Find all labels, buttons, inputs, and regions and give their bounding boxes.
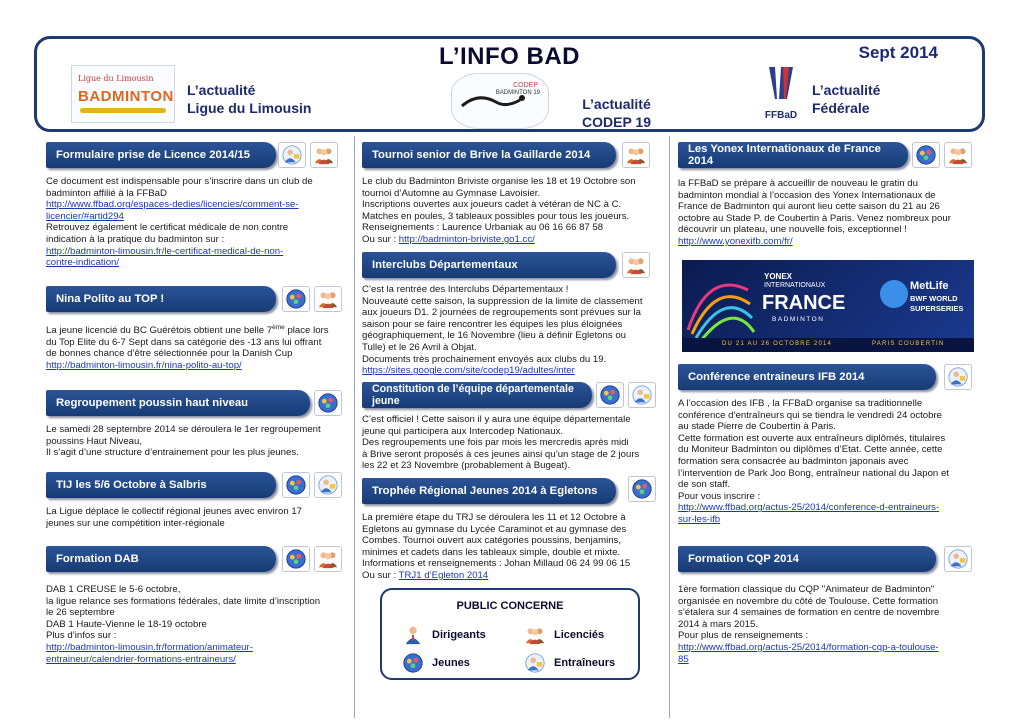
section-body-yonex xyxy=(678,178,978,248)
text-line: La première étape du TRJ se déroulera les 11 et 12 Octobre à xyxy=(362,512,626,523)
section-bar-yonex xyxy=(678,142,908,168)
group-people-icon xyxy=(314,546,342,572)
kids-globe-icon xyxy=(628,476,656,502)
text-line: Informations et renseignements : Johan Millaud 06 24 99 06 15 xyxy=(362,558,631,570)
coach-globe-icon xyxy=(944,546,972,572)
section-body-poussin xyxy=(46,424,350,459)
legend-licencies xyxy=(524,624,604,646)
legend-label-licencies: Licenciés xyxy=(554,629,605,641)
kids-globe-icon xyxy=(596,382,624,408)
section-title-cqp: Formation CQP 2014 xyxy=(688,553,799,565)
ligue-caption xyxy=(187,81,311,117)
text-line: 1ère formation classique du CQP "Animateur de Badminton" xyxy=(678,584,935,595)
group-people-icon xyxy=(622,252,650,278)
section-title-yonex: Les Yonex Internationaux de France 2014 xyxy=(688,143,881,167)
banner-france: FRANCE xyxy=(762,292,846,314)
text-line: Ou sur : http://badminton-briviste.go1.cc/ xyxy=(362,233,535,245)
public-concerne-box xyxy=(380,588,640,680)
ligue-logo-swoosh xyxy=(80,108,166,113)
section-bar-dab xyxy=(46,546,276,572)
businessman-icon xyxy=(402,624,424,646)
text-line: de son staff. xyxy=(678,479,731,491)
dab-link-cont[interactable]: entraineur/calendrier-formations-entraineurs/ xyxy=(46,653,236,665)
banner-badminton: BADMINTON xyxy=(772,316,825,323)
text-line: DAB 1 CREUSE le 5-6 octobre, xyxy=(46,584,181,595)
text-line: Combes. Tournoi ouvert aux catégories poussins, benjamins, xyxy=(362,535,621,547)
federal-caption-line1: L’actualité xyxy=(812,82,881,98)
banner-bwf: BWF WORLD xyxy=(910,294,958,303)
codep-caption-line2: CODEP 19 xyxy=(582,114,651,130)
column-divider-right xyxy=(669,136,670,718)
text-line: saison pour se faire rencontrer les équipes les plus éloignées xyxy=(362,318,623,330)
text-line: l’intervention de Park Joo Bong, entraîneur national du Japon et xyxy=(678,467,949,479)
text-line: à Brive seront proposés à ces jeunes ainsi qu’un stage de 2 jours xyxy=(362,448,640,460)
text-line: C’est officiel ! Cette saison il y aura une équipe départementale xyxy=(362,414,631,425)
banner-superseries: SUPERSERIES xyxy=(910,304,964,313)
section-title-tij: TIJ les 5/6 Octobre à Salbris xyxy=(56,479,207,491)
text-line: du Top Elite du 6-7 Sept dans sa catégorie des -13 ans lui offrant xyxy=(46,336,322,348)
federal-caption xyxy=(812,81,880,117)
section-title-brive: Tournoi senior de Brive la Gaillarde 2014 xyxy=(372,149,591,161)
codep19-logo xyxy=(451,73,549,129)
ffbad-logo-text: FFBaD xyxy=(764,110,798,121)
public-title: PUBLIC CONCERNE xyxy=(456,600,564,612)
legend-entraineurs xyxy=(524,652,615,674)
text-line: géographiquement, le 16 Novembre (lieu à définir Egletons ou xyxy=(362,330,626,342)
text-line: Retrouvez également le certificat médicale de non contre xyxy=(46,222,289,234)
banner-intl: INTERNATIONAUX xyxy=(764,282,826,289)
text-line: A l’occasion des IFB , la FFBaD organise sa traditionnelle xyxy=(678,398,923,409)
cqp-link[interactable]: http://www.ffbad.org/actus-25/2014/formation-cqp-a-toulouse- xyxy=(678,641,939,653)
section-body-conference xyxy=(678,398,978,526)
text-line: La Ligue déplace le collectif régional jeunes avec environ 17 xyxy=(46,506,303,517)
section-bar-interclubs xyxy=(362,252,616,278)
section-body-tij xyxy=(46,506,350,529)
banner-place: PARIS COUBERTIN xyxy=(872,341,945,347)
section-body-interclubs xyxy=(362,284,666,377)
text-line: Inscriptions ouvertes aux joueurs cadet à vétéran de NC à C. xyxy=(362,199,622,211)
section-title-conference: Conférence entraineurs IFB 2014 xyxy=(688,371,865,383)
group-people-icon xyxy=(524,624,546,646)
text-line: Le club du Badminton Briviste organise les 18 et 19 Octobre son xyxy=(362,176,636,187)
text-line: Plus d’infos sur : xyxy=(46,630,117,642)
legend-dirigeants xyxy=(402,624,486,646)
section-bar-licence xyxy=(46,142,276,168)
coach-globe-icon xyxy=(944,364,972,390)
text-line: Il s’agit d’une structure d’entrainement pour les plus jeunes. xyxy=(46,447,299,459)
codep-caption xyxy=(582,95,651,131)
text-line: badminton affilié à la FFBaD xyxy=(46,187,167,199)
kids-globe-icon xyxy=(402,652,424,674)
kids-globe-icon xyxy=(282,472,310,498)
text-line: Pour vous inscrire : xyxy=(678,490,761,502)
licence-link-cont[interactable]: licencier/#artid294 xyxy=(46,210,124,222)
text-line: France de Badminton qui auront lieu cette saison du 21 au 26 xyxy=(678,201,940,213)
text-line: minimes et cadets dans les tableaux simple, double et mixte. xyxy=(362,546,621,558)
banner-dates: DU 21 AU 26 OCTOBRE 2014 xyxy=(722,341,833,347)
section-bar-brive xyxy=(362,142,616,168)
section-bar-trj xyxy=(362,478,616,504)
ligue-logo-word: BADMINTON xyxy=(78,88,174,105)
text-line: Nouveauté cette saison, la suppression de la limite de classement xyxy=(362,295,643,307)
text-line: indication à la pratique du badminton sur : xyxy=(46,233,225,245)
text-line: Tulle) et le 26 Avril à Objat. xyxy=(362,341,477,353)
ffbad-logo xyxy=(757,63,805,123)
newsletter-title: L’INFO BAD xyxy=(439,43,580,70)
group-people-icon xyxy=(622,142,650,168)
banner-metlife: MetLife xyxy=(910,280,949,292)
ligue-limousin-logo xyxy=(71,65,175,123)
coach-globe-icon xyxy=(628,382,656,408)
section-title-poussin: Regroupement poussin haut niveau xyxy=(56,397,249,409)
section-body-cqp xyxy=(678,584,978,665)
legend-label-jeunes: Jeunes xyxy=(432,657,470,669)
text-line: Cette formation est ouverte aux entraîneurs diplômés, titulaires xyxy=(678,432,946,444)
kids-globe-icon xyxy=(314,390,342,416)
text-line: du Moniteur Badminton ou diplômes d’Etat. Cette année, cette xyxy=(678,444,943,456)
coach-globe-icon xyxy=(524,652,546,674)
yonex-banner[interactable] xyxy=(682,260,974,352)
codep-logo-sub: BADMINTON 19 xyxy=(495,90,540,96)
cqp-link-cont[interactable]: 85 xyxy=(678,653,689,665)
text-line: octobre au Stade P. de Coubertin à Paris. Venez nombreux pour xyxy=(678,212,951,224)
text-line: La jeune licencié du BC Guérétois obtient une belle 7ème place lors xyxy=(46,324,329,337)
nina-link[interactable]: http://badminton-limousin.fr/nina-polito-au-top/ xyxy=(46,359,242,371)
text-line: s’étalera sur 4 semaines de formation en centre de novembre xyxy=(678,607,940,619)
kids-globe-icon xyxy=(282,286,310,312)
text-line: Ou sur : TRJ1 d’Egleton 2014 xyxy=(362,569,489,581)
section-title-licence: Formulaire prise de Licence 2014/15 xyxy=(56,149,251,161)
text-line: Documents très prochainement envoyés aux clubs du 19. xyxy=(362,353,607,365)
yonex-link[interactable]: http://www.yonexifb.com/fr/ xyxy=(678,235,793,247)
group-people-icon xyxy=(310,142,338,168)
text-line: Egletons au gymnase du Lycée Caraminot et au gymnase des xyxy=(362,523,627,535)
section-body-equipe xyxy=(362,414,666,472)
section-body-trj xyxy=(362,512,666,582)
coach-globe-icon xyxy=(314,472,342,498)
section-body-brive xyxy=(362,176,666,246)
certificat-link[interactable]: http://badminton-limousin.fr/le-certificat-medical-de-non- xyxy=(46,245,284,257)
section-title-equipe: Constitution de l’équipe départementale jeune xyxy=(372,383,574,407)
text-line: jeune qui participera aux Intercodep Nationaux. xyxy=(362,425,564,437)
conference-link[interactable]: http://www.ffbad.org/actus-25/2014/conference-d-entraineurs- xyxy=(678,502,940,514)
section-title-interclubs: Interclubs Départementaux xyxy=(372,259,518,271)
text-line: Renseignements : Laurence Urbaniak au 06 16 66 87 58 xyxy=(362,222,604,234)
section-title-trj: Trophée Régional Jeunes 2014 à Egletons xyxy=(372,485,598,497)
legend-jeunes xyxy=(402,652,470,674)
section-bar-tij xyxy=(46,472,276,498)
section-body-licence xyxy=(46,176,346,269)
text-line: Ce document est indispensable pour s’inscrire dans un club de xyxy=(46,176,313,187)
text-line: aux joueurs D1. 2 journées de regroupements sont prévues sur la xyxy=(362,307,641,319)
section-bar-poussin xyxy=(46,390,310,416)
conference-link-cont[interactable]: sur-les-ifb xyxy=(678,513,721,525)
section-bar-cqp xyxy=(678,546,936,572)
text-line: 2014 à mars 2015. xyxy=(678,618,759,630)
text-line: les 22 et 23 Novembre (probablement à Bugeat). xyxy=(362,460,570,472)
text-line: badminton mondial à l’occasion des Yonex Internationaux de xyxy=(678,189,936,201)
text-line: de bonnes chance d’être sélectionnée pour la Danish Cup xyxy=(46,348,293,360)
issue-date: Sept 2014 xyxy=(858,43,938,62)
column-divider-left xyxy=(354,136,355,718)
text-line: Pour plus de renseignements : xyxy=(678,630,809,642)
section-title-nina: Nina Polito au TOP ! xyxy=(56,293,165,305)
text-line: tournoi d’Automne au Gymnase Lavoisier. xyxy=(362,187,541,199)
text-line: formation sera consacrée au badminton japonais avec xyxy=(678,455,909,467)
text-line: poussins Haut Niveau, xyxy=(46,435,142,447)
text-line: organisée en novembre du côté de Toulouse. Cette formation xyxy=(678,595,939,607)
text-line: C’est la rentrée des Interclubs Départementaux ! xyxy=(362,284,569,295)
text-line: la ligue relance ses formations fédérales, date limite d’inscription xyxy=(46,595,321,607)
kids-globe-icon xyxy=(282,546,310,572)
section-bar-equipe xyxy=(362,382,592,408)
legend-label-dirigeants: Dirigeants xyxy=(432,629,486,641)
section-body-nina xyxy=(46,322,350,372)
legend-label-entraineurs: Entraîneurs xyxy=(554,657,616,669)
coach-globe-icon xyxy=(278,142,306,168)
section-body-dab xyxy=(46,584,350,665)
brive-link[interactable]: http://badminton-briviste.go1.cc/ xyxy=(398,233,535,245)
kids-globe-icon xyxy=(912,142,940,168)
shuttlecock-icon xyxy=(757,63,805,105)
text-line: jeunes sur une compétition inter-régionale xyxy=(46,517,225,529)
newsletter-header xyxy=(34,36,985,132)
licence-link[interactable]: http://www.ffbad.org/espaces-dedies/licencies/comment-se- xyxy=(46,199,299,211)
certificat-link-cont[interactable]: contre-indication/ xyxy=(46,257,120,269)
ligue-caption-line1: L’actualité xyxy=(187,82,256,98)
dab-link[interactable]: http://badminton-limousin.fr/formation/animateur- xyxy=(46,641,253,653)
ligue-logo-text: Ligue du Limousin xyxy=(78,74,154,83)
section-bar-conference xyxy=(678,364,936,390)
group-people-icon xyxy=(314,286,342,312)
section-bar-nina xyxy=(46,286,276,312)
text-line: DAB 1 Haute-Vienne le 18-19 octobre xyxy=(46,618,207,630)
federal-caption-line2: Fédérale xyxy=(812,100,870,116)
text-line: Des regroupements une fois par mois les mercredis après midi xyxy=(362,437,629,449)
group-people-icon xyxy=(944,142,972,168)
text-line: la FFBaD se prépare à accueillir de nouveau le gratin du xyxy=(678,178,918,189)
interclubs-link[interactable]: https://sites.google.com/site/codep19/adultes/inter xyxy=(362,365,575,377)
text-line: conférence d’entraîneurs qui se tiendra le vendredi 24 octobre xyxy=(678,409,942,421)
codep-logo-text: CODEP xyxy=(513,82,538,89)
text-line: découvrir un plateau, une nouvelle fois, exceptionnel ! xyxy=(678,224,907,236)
banner-yonex: YONEX xyxy=(764,272,793,281)
text-line: Matches en poules, 3 tableaux possibles pour tous les joueurs. xyxy=(362,210,630,222)
text-line: Le samedi 28 septembre 2014 se déroulera le 1er regroupement xyxy=(46,424,321,435)
trj-link[interactable]: TRJ1 d’Egleton 2014 xyxy=(398,569,489,581)
section-title-dab: Formation DAB xyxy=(56,553,139,565)
codep-caption-line1: L’actualité xyxy=(582,96,651,112)
text-line: au stade Pierre de Coubertin à Paris. xyxy=(678,421,836,433)
text-line: le 26 septembre xyxy=(46,607,115,619)
ligue-caption-line2: Ligue du Limousin xyxy=(187,100,312,116)
